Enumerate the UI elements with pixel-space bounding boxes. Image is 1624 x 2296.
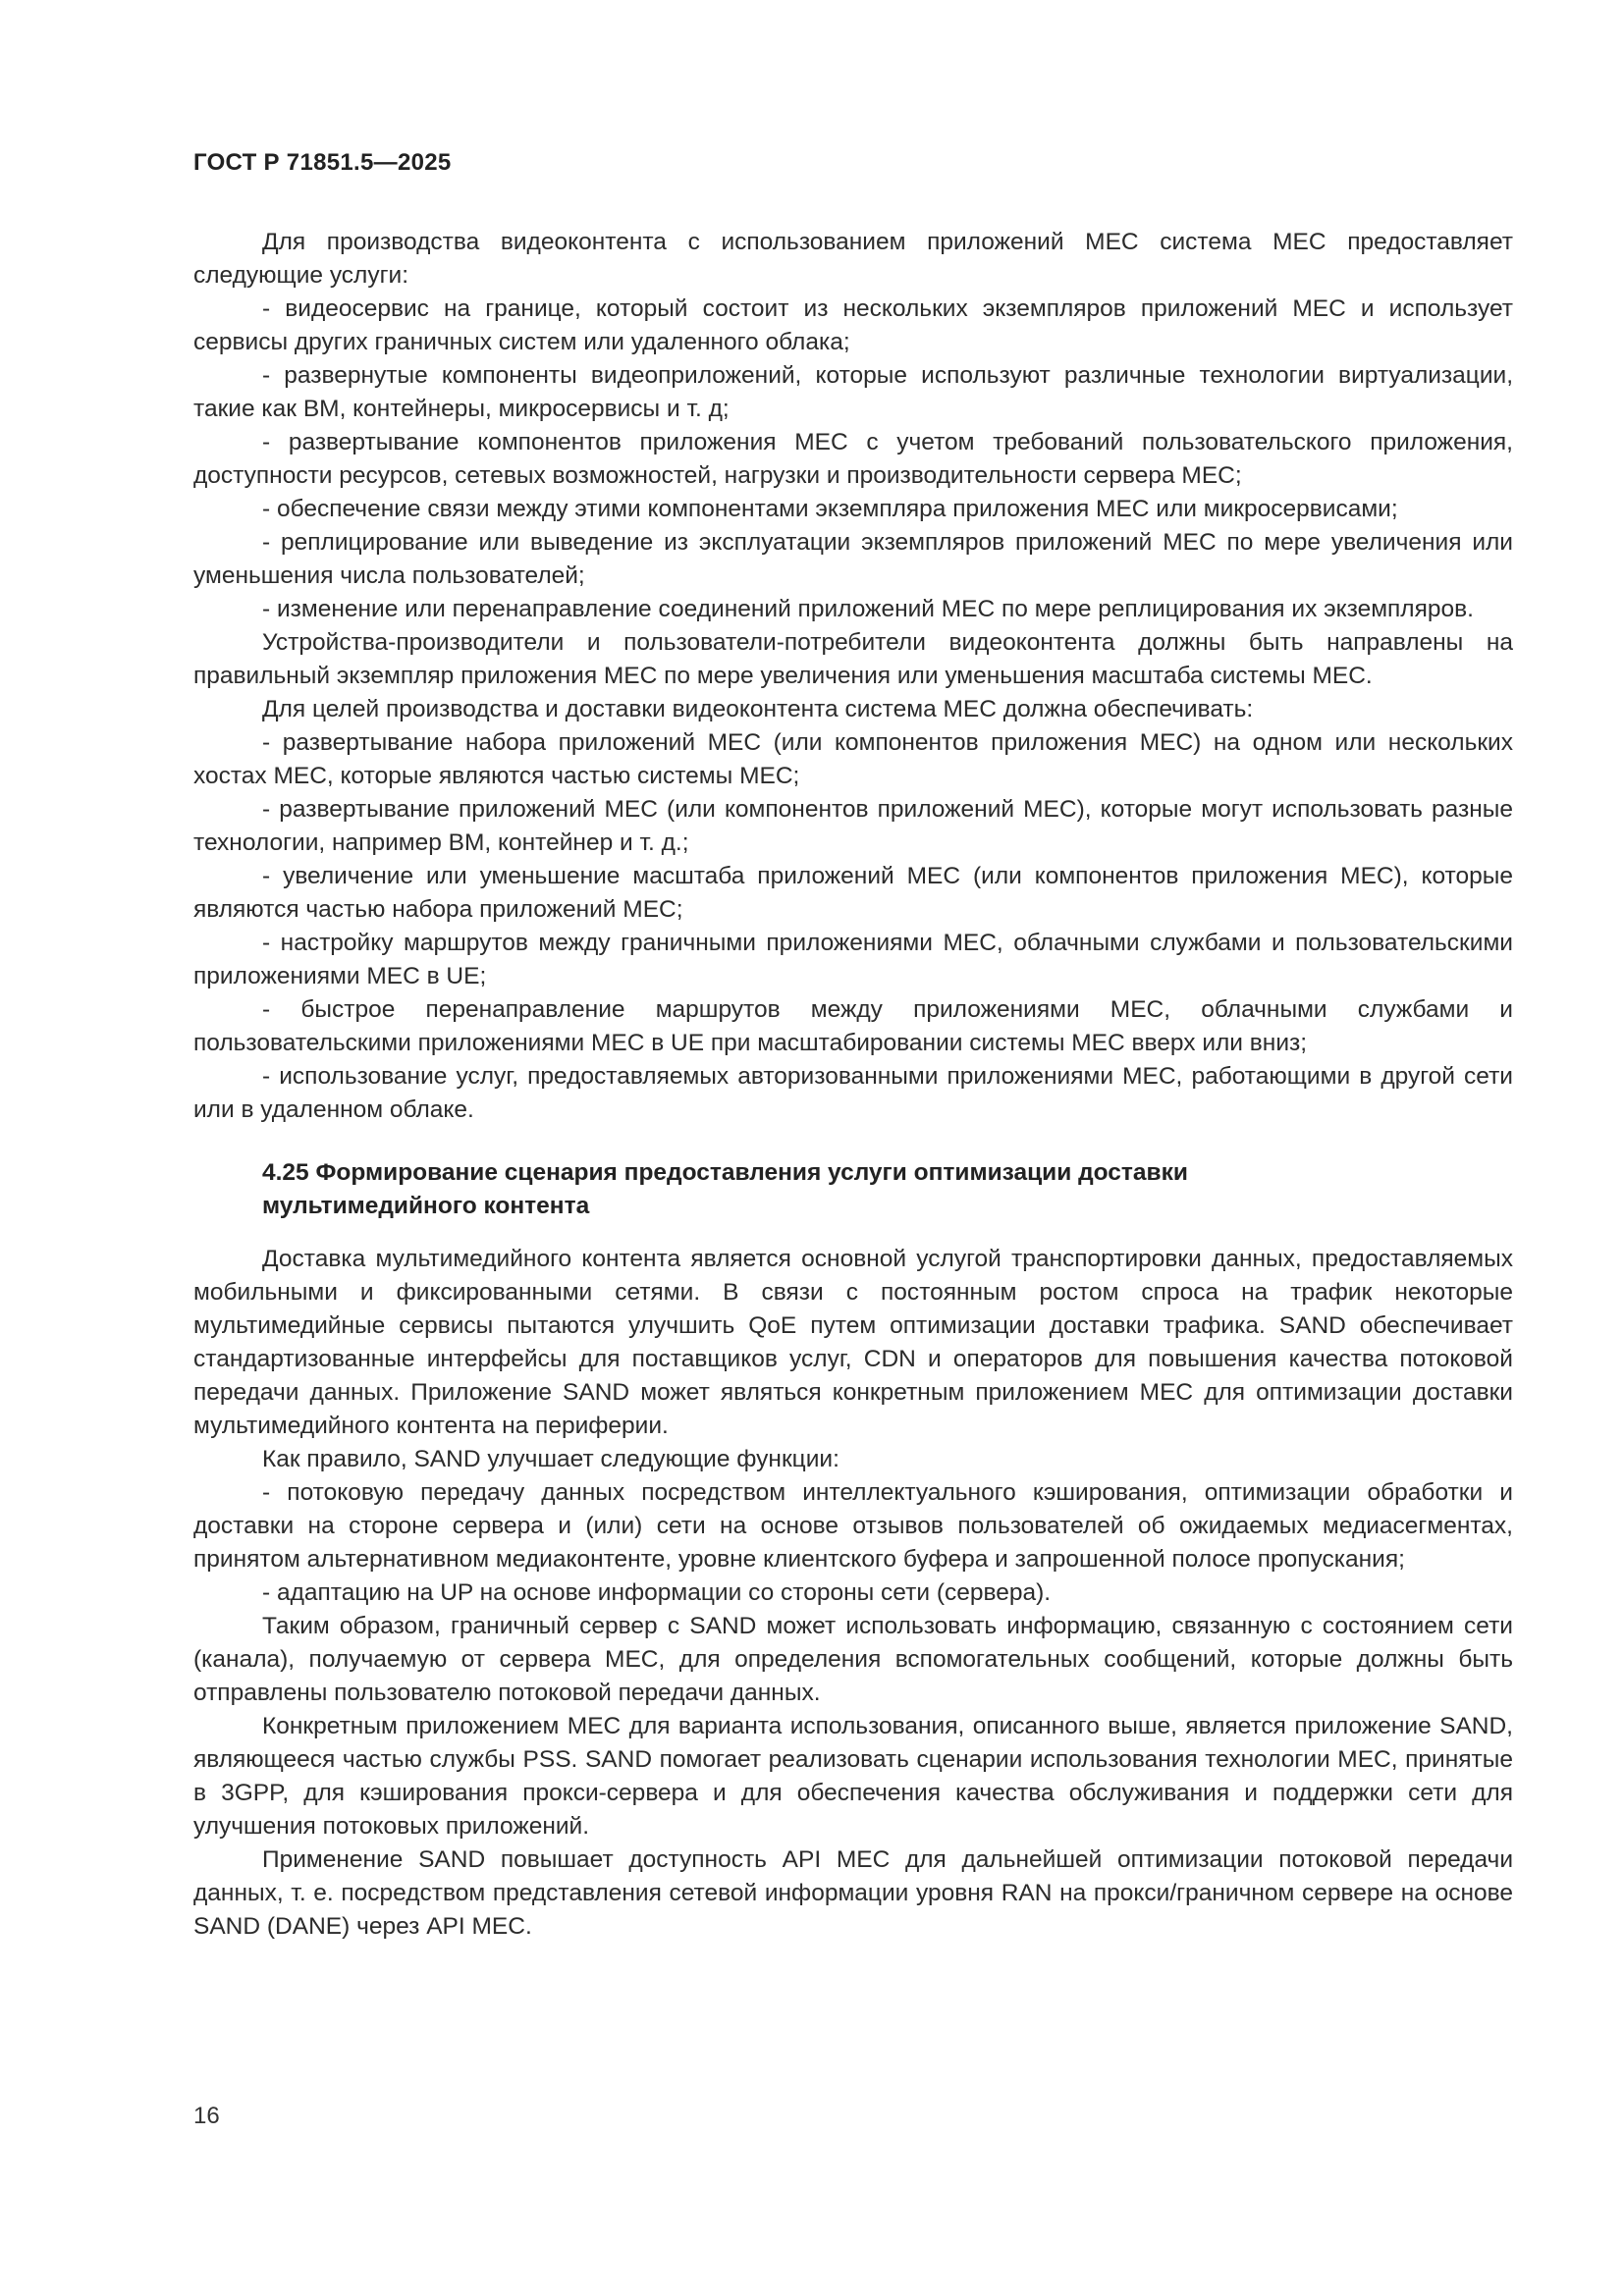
list-item: - использование услуг, предоставляемых авторизованными приложениями MEC, работающими в другой сети или в удаленном облаке. bbox=[193, 1063, 1513, 1123]
paragraph: Доставка мультимедийного контента является основной услугой транспортировки данных, предоставляемых мобильными и фиксированными сетями. В связи с постоянным ростом спроса на трафик некоторые мультимедийные сервисы пытаются улучшить QoE путем оптимизации доставки трафика. SAND обеспечивает стандартизованные интерфейсы для поставщиков услуг, CDN и операторов для повышения качества потоковой передачи данных. Приложение SAND может являться конкретным приложением MEC для оптимизации доставки мультимедийного контента на периферии. bbox=[193, 1246, 1513, 1439]
list-item: - развертывание компонентов приложения MEC с учетом требований пользовательского приложения, доступности ресурсов, сетевых возможностей, нагрузки и производительности сервера MEC; bbox=[193, 429, 1513, 489]
list-item: - быстрое перенаправление маршрутов между приложениями MEC, облачными службами и пользовательскими приложениями MEC в UE при масштабировании системы MEC вверх или вниз; bbox=[193, 996, 1513, 1056]
list-item: - потоковую передачу данных посредством интеллектуального кэширования, оптимизации обработки и доставки на стороне сервера и (или) сети на основе отзывов пользователей об ожидаемых медиасегментах, принятом альтернативном медиаконтенте, уровне клиентского буфера и запрошенной полосе пропускания; bbox=[193, 1479, 1513, 1573]
list-item: - изменение или перенаправление соединений приложений MEC по мере реплицирования их экземпляров. bbox=[262, 596, 1474, 622]
list-item: - развернутые компоненты видеоприложений, которые используют различные технологии виртуализации, такие как ВМ, контейнеры, микросервисы и т. д; bbox=[193, 362, 1513, 422]
paragraph: Таким образом, граничный сервер с SAND может использовать информацию, связанную с состоянием сети (канала), получаемую от сервера MEC, для определения вспомогательных сообщений, которые должны быть отправлены пользователю потоковой передачи данных. bbox=[193, 1613, 1513, 1706]
list-item: - развертывание приложений MEC (или компонентов приложений MEC), которые могут использовать разные технологии, например ВМ, контейнер и т. д.; bbox=[193, 796, 1513, 856]
section-heading-line: мультимедийного контента bbox=[262, 1193, 590, 1219]
section-heading bbox=[193, 1156, 1513, 1223]
document-header: ГОСТ Р 71851.5—2025 bbox=[193, 149, 452, 176]
list-item: - развертывание набора приложений MEC (или компонентов приложения MEC) на одном или нескольких хостах MEC, которые являются частью системы MEC; bbox=[193, 729, 1513, 789]
list-item: - адаптацию на UP на основе информации со стороны сети (сервера). bbox=[262, 1579, 1052, 1606]
list-item: - настройку маршрутов между граничными приложениями MEC, облачными службами и пользовательскими приложениями MEC в UE; bbox=[193, 930, 1513, 989]
paragraph: Конкретным приложением MEC для варианта использования, описанного выше, является приложение SAND, являющееся частью службы PSS. SAND помогает реализовать сценарии использования технологии MEC, принятые в 3GPP, для кэширования прокси-сервера и для обеспечения качества обслуживания и поддержки сети для улучшения потоковых приложений. bbox=[193, 1713, 1513, 1840]
document-body bbox=[193, 226, 1513, 1944]
list-item: - увеличение или уменьшение масштаба приложений MEC (или компонентов приложения MEC), которые являются частью набора приложений MEC; bbox=[193, 863, 1513, 923]
page-number: 16 bbox=[193, 2103, 220, 2129]
section-heading-line: 4.25 Формирование сценария предоставления услуги оптимизации доставки bbox=[262, 1159, 1188, 1186]
list-item: - обеспечение связи между этими компонентами экземпляра приложения MEC или микросервисами; bbox=[262, 496, 1398, 522]
paragraph: Как правило, SAND улучшает следующие функции: bbox=[262, 1446, 839, 1472]
list-item: - реплицирование или выведение из эксплуатации экземпляров приложений MEC по мере увеличения или уменьшения числа пользователей; bbox=[193, 529, 1513, 589]
list-item: - видеосервис на границе, который состоит из нескольких экземпляров приложений MEC и использует сервисы других граничных систем или удаленного облака; bbox=[193, 295, 1513, 355]
paragraph-intro: Для производства видеоконтента с использованием приложений MEC система MEC предоставляет следующие услуги: bbox=[193, 229, 1513, 289]
paragraph: Применение SAND повышает доступность API MEC для дальнейшей оптимизации потоковой передачи данных, т. е. посредством представления сетевой информации уровня RAN на прокси/граничном сервере на основе SAND (DANE) через API MEC. bbox=[193, 1846, 1513, 1940]
paragraph: Для целей производства и доставки видеоконтента система MEC должна обеспечивать: bbox=[262, 696, 1254, 722]
paragraph: Устройства-производители и пользователи-потребители видеоконтента должны быть направлены на правильный экземпляр приложения MEC по мере увеличения или уменьшения масштаба системы MEC. bbox=[193, 629, 1513, 689]
